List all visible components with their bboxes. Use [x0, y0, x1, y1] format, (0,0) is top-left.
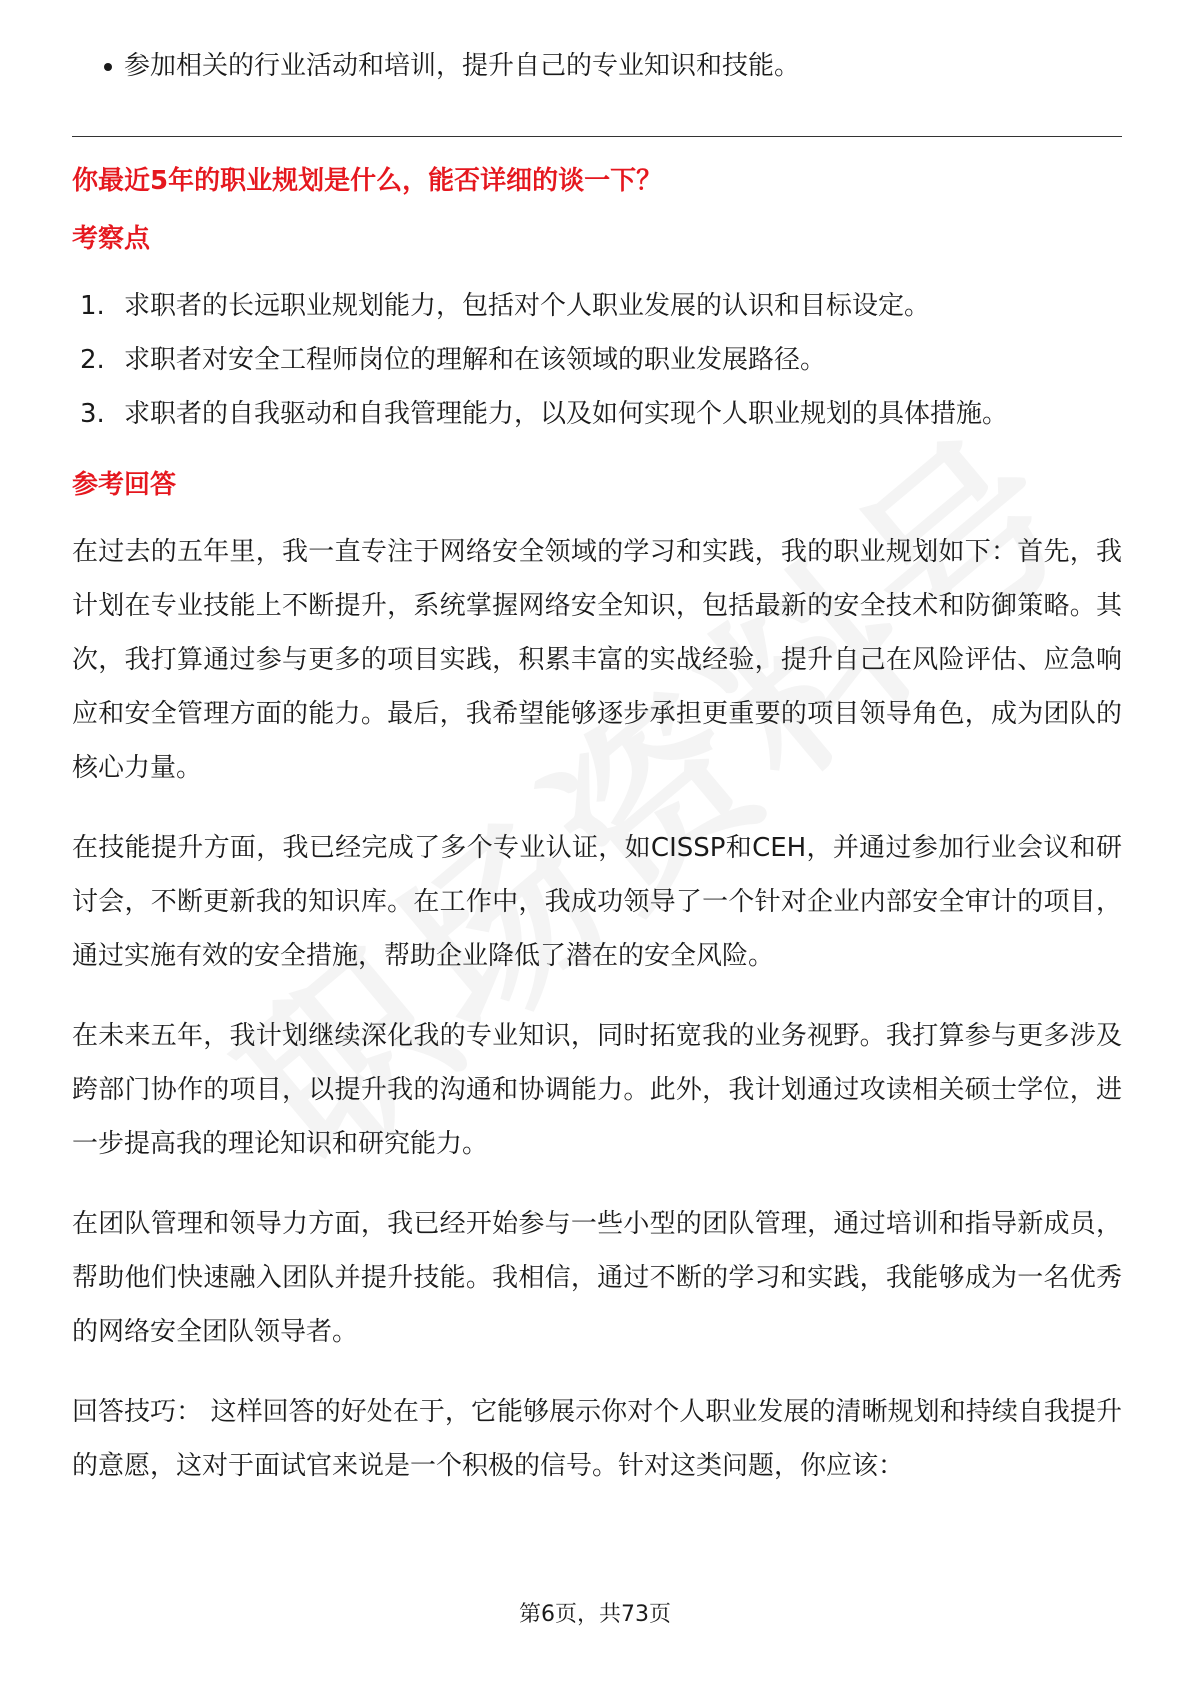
list-item: [72, 333, 1122, 387]
page-number: 第6页，共73页: [519, 1602, 671, 1627]
page-content: [72, 40, 1122, 1519]
list-item: [72, 40, 1122, 92]
bullet-dot-icon: [104, 63, 112, 71]
question-heading: 你最近5年的职业规划是什么，能否详细的谈一下？: [72, 166, 663, 196]
answer-paragraph: 在过去的五年里，我一直专注于网络安全领域的学习和实践，我的职业规划如下：首先，我计划在专业技能上不断提升，系统掌握网络安全知识，包括最新的安全技术和防御策略。其次，我打算通过参与更多的项目实践，积累丰富的实战经验，提升自己在风险评估、应急响应和安全管理方面的能力。最后，我希望能够逐步承担更重要的项目领导角色，成为团队的核心力量。: [72, 537, 1122, 783]
exam-points-heading: 考察点: [72, 224, 151, 254]
list-item-text: 求职者的自我驱动和自我管理能力，以及如何实现个人职业规划的具体措施。: [124, 399, 1009, 429]
list-item-text: 参加相关的行业活动和培训，提升自己的专业知识和技能。: [124, 51, 801, 81]
list-item-text: 求职者对安全工程师岗位的理解和在该领域的职业发展路径。: [124, 345, 827, 375]
reference-answer-heading: 参考回答: [72, 470, 177, 500]
answer-paragraph: 在团队管理和领导力方面，我已经开始参与一些小型的团队管理，通过培训和指导新成员，帮助他们快速融入团队并提升技能。我相信，通过不断的学习和实践，我能够成为一名优秀的网络安全团队领导者。: [72, 1209, 1122, 1347]
answer-paragraph: 在技能提升方面，我已经完成了多个专业认证，如CISSP和CEH，并通过参加行业会议和研讨会，不断更新我的知识库。在工作中，我成功领导了一个针对企业内部安全审计的项目，通过实施有效的安全措施，帮助企业降低了潜在的安全风险。: [72, 833, 1122, 971]
list-number: 1.: [80, 291, 105, 321]
list-item-text: 求职者的长远职业规划能力，包括对个人职业发展的认识和目标设定。: [124, 291, 931, 321]
section-divider: [72, 136, 1122, 137]
top-bullet-list: [72, 40, 1122, 92]
answer-paragraph: 在未来五年，我计划继续深化我的专业知识，同时拓宽我的业务视野。我打算参与更多涉及跨部门协作的项目，以提升我的沟通和协调能力。此外，我计划通过攻读相关硕士学位，进一步提高我的理论知识和研究能力。: [72, 1021, 1122, 1159]
list-item: [72, 279, 1122, 333]
exam-points-list: [72, 279, 1122, 441]
list-item: [72, 387, 1122, 441]
list-number: 2.: [80, 345, 105, 375]
answer-tips-paragraph: 回答技巧： 这样回答的好处在于，它能够展示你对个人职业发展的清晰规划和持续自我提升的意愿，这对于面试官来说是一个积极的信号。针对这类问题，你应该：: [72, 1397, 1122, 1481]
list-number: 3.: [80, 399, 105, 429]
